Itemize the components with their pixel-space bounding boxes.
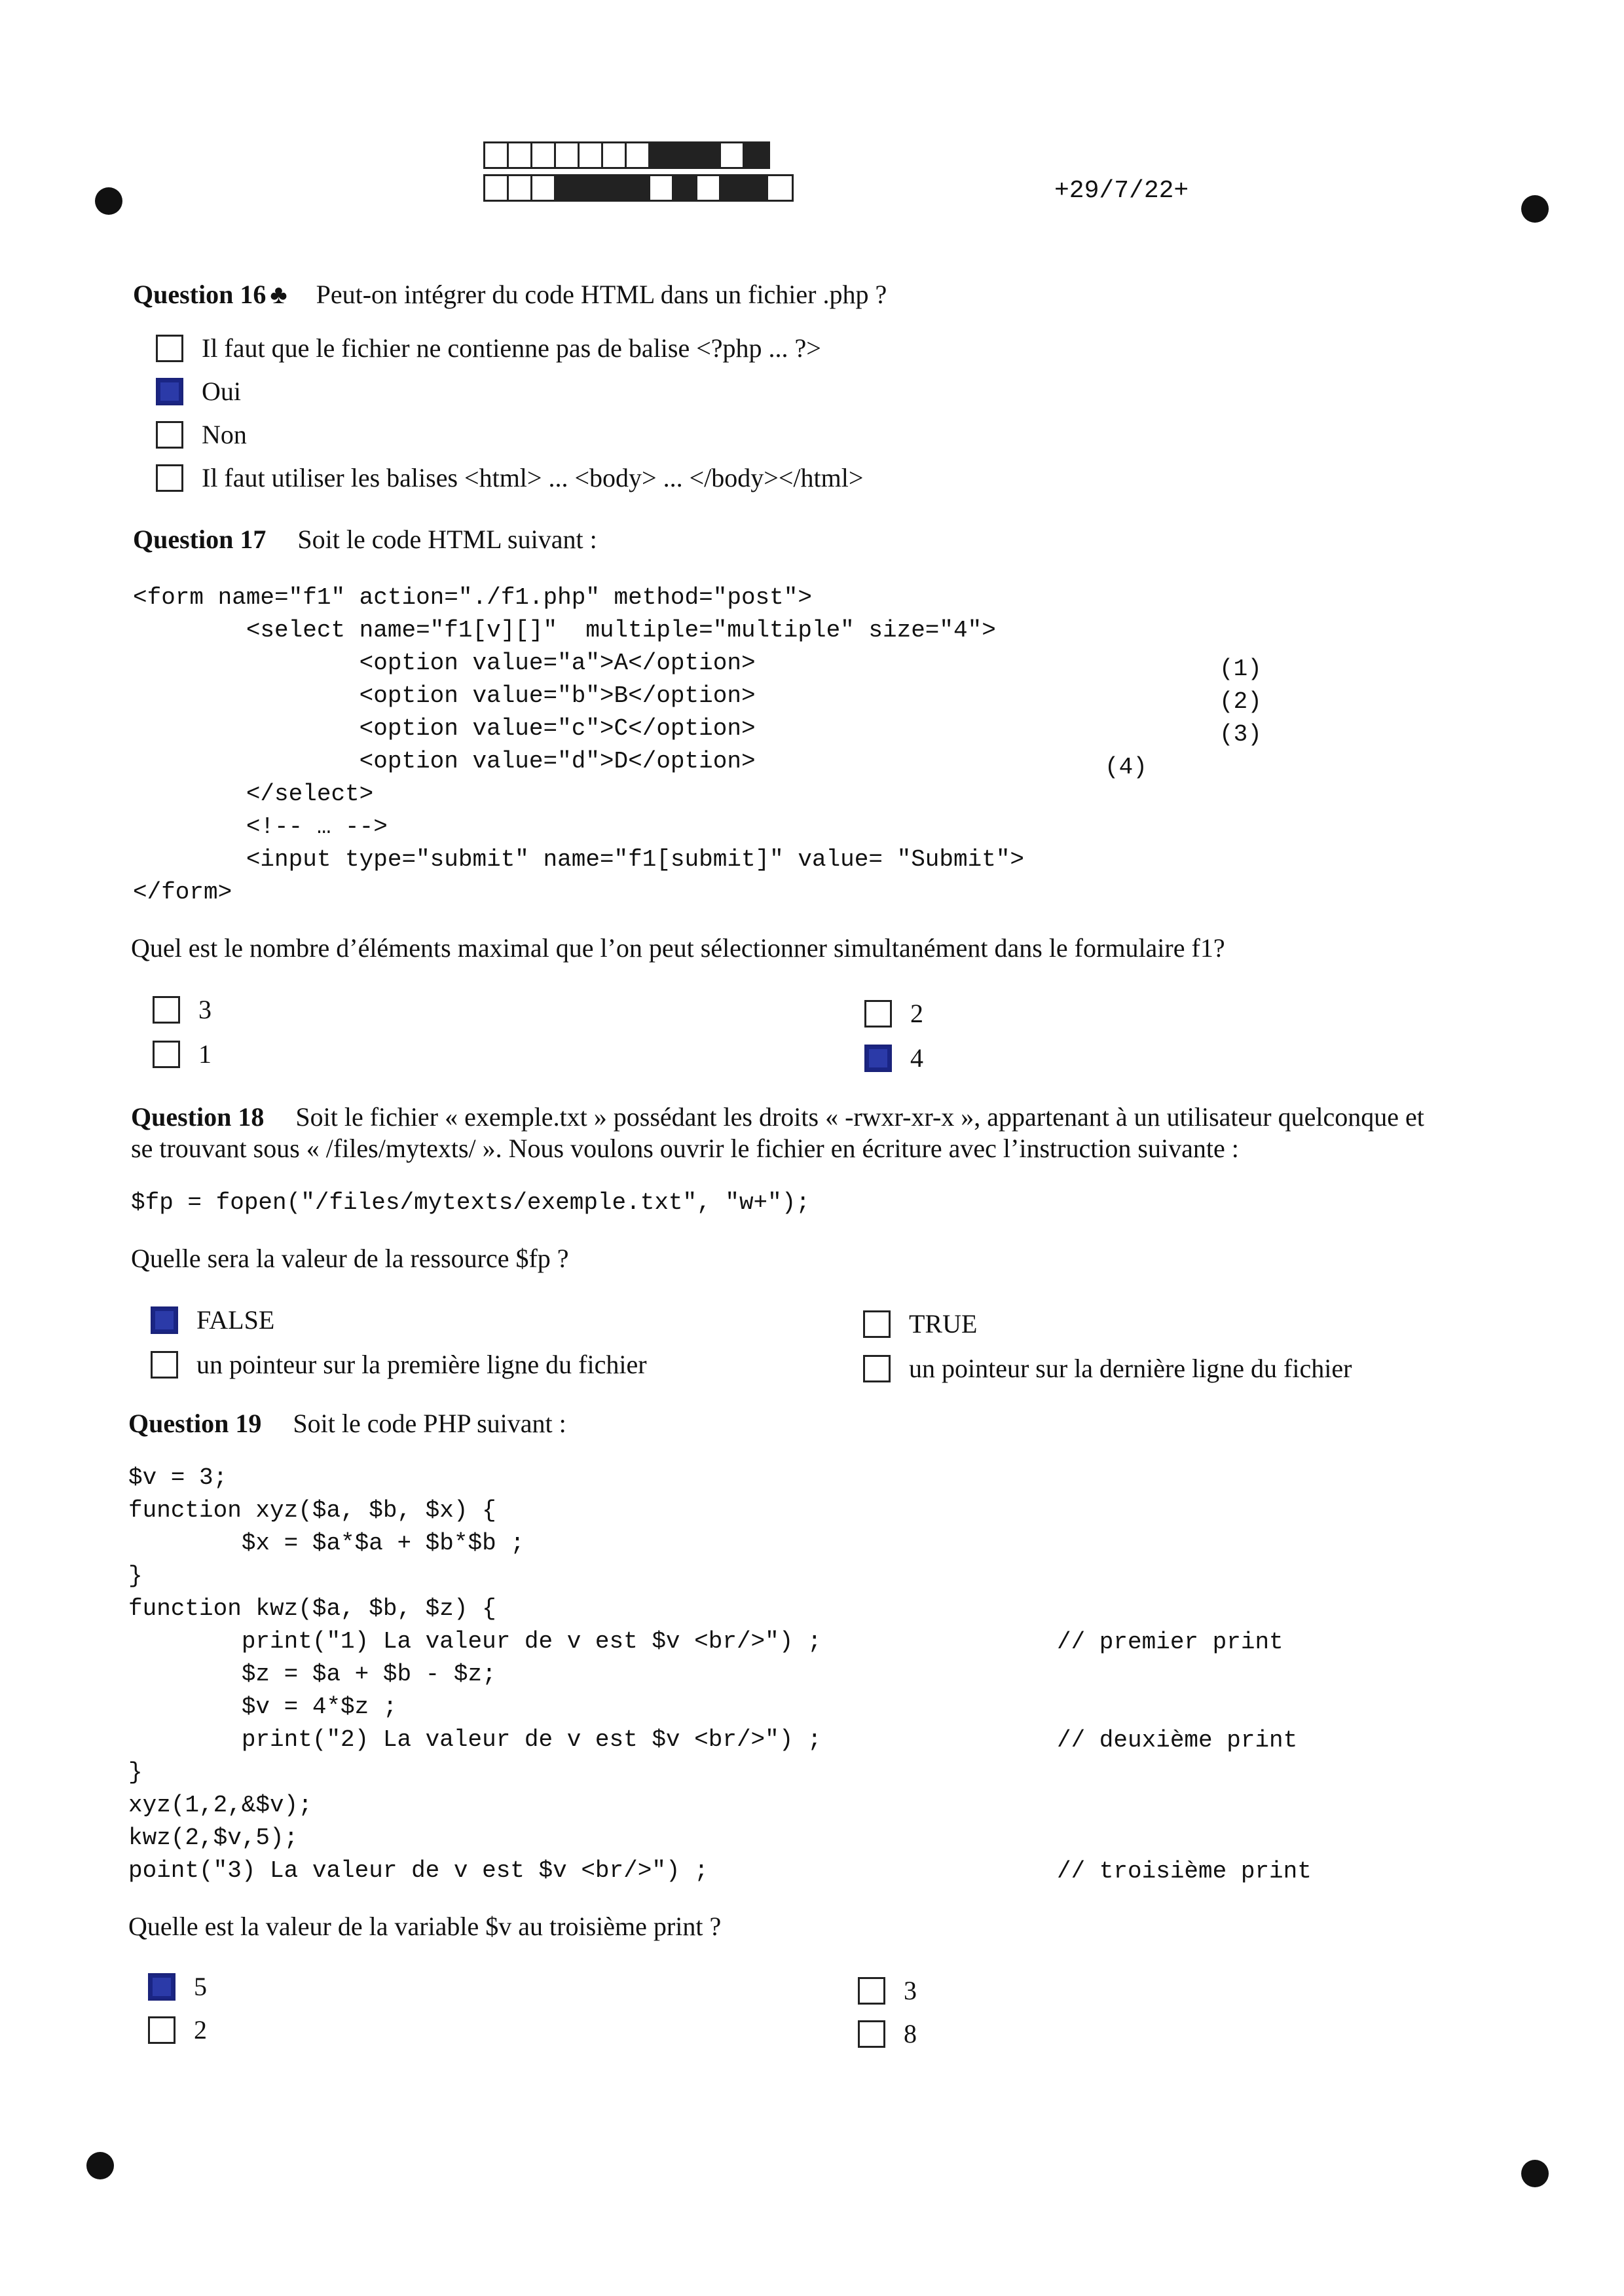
- barcode-cell: [697, 176, 721, 200]
- registration-dot-top-left: [95, 187, 122, 215]
- question-17-text: Quel est le nombre d’éléments maximal que l’on peut sélectionner simultanément dans le formulaire f1?: [131, 933, 1225, 963]
- php-fopen-code: $fp = fopen("/files/mytexts/exemple.txt", "w+");: [131, 1189, 810, 1216]
- barcode-cell: [650, 176, 674, 200]
- barcode-top: [483, 141, 770, 169]
- code-comment: // deuxième print: [1057, 1727, 1298, 1754]
- q19-option-4[interactable]: [858, 2018, 917, 2049]
- option-marker: (3): [1219, 721, 1262, 748]
- question-19-text: Quelle est la valeur de la variable $v au troisième print ?: [128, 1912, 722, 1941]
- q16-option-3[interactable]: [156, 419, 247, 450]
- barcode-cell: [603, 143, 627, 167]
- option-label: 2: [910, 999, 923, 1028]
- question-label: Question 16: [133, 280, 267, 309]
- q16-option-2[interactable]: [156, 376, 241, 407]
- barcode-cell: [556, 176, 580, 200]
- q16-option-4[interactable]: [156, 462, 863, 493]
- question-prompt-line-1: Soit le fichier « exemple.txt » possédant les droits « -rwxr-xr-x », appartenant à un utilisateur quelconque et: [295, 1102, 1424, 1132]
- code-comment: // premier print: [1057, 1629, 1283, 1656]
- barcode-cell: [556, 143, 580, 167]
- option-label: un pointeur sur la première ligne du fichier: [196, 1350, 647, 1379]
- option-label: Il faut utiliser les balises <html> ... <body> ... </body></html>: [202, 463, 864, 492]
- checkbox[interactable]: [863, 1310, 891, 1338]
- q18-option-2[interactable]: [151, 1349, 647, 1380]
- option-label: 4: [910, 1043, 923, 1073]
- html-code-block: <form name="f1" action="./f1.php" method="post"> <select name="f1[v][]" multiple="multiple" size="4"> <option value="a">A</option> <option value="b">B</option> <option value="c">C</option> <option value="d">D</option> </select> <!-- … --> <input type="submit" name="f1[submit]" value= "Submit"> </form>: [133, 584, 1025, 906]
- barcode-cell: [650, 143, 674, 167]
- checkbox[interactable]: [864, 1045, 892, 1072]
- question-prompt: Soit le code HTML suivant :: [297, 525, 597, 554]
- question-label: Question 18: [131, 1102, 265, 1132]
- php-code-block: $v = 3; function xyz($a, $b, $x) { $x = $a*$a + $b*$b ; } function kwz($a, $b, $z) { print("1) La valeur de v est $v <br/>") ; $z = $a + $b - $z; $v = 4*$z ; print("2) La valeur de v est $v <br/>") ; } xyz(1,2,&$v); kwz(2,$v,5); point("3) La valeur de v est $v <br/>") ;: [128, 1464, 822, 1884]
- option-label: un pointeur sur la dernière ligne du fichier: [909, 1354, 1352, 1383]
- barcode-cell: [580, 143, 603, 167]
- checkbox[interactable]: [858, 1977, 885, 2005]
- club-icon: ♣: [270, 280, 287, 309]
- barcode-cell: [674, 143, 697, 167]
- registration-dot-bottom-right: [1521, 2160, 1549, 2187]
- checkbox[interactable]: [148, 1973, 175, 2001]
- q19-option-1[interactable]: [148, 1971, 207, 2002]
- option-label: 2: [194, 2015, 207, 2045]
- registration-dot-top-right: [1521, 195, 1549, 223]
- question-18-header: [131, 1102, 1424, 1132]
- question-prompt: Soit le code PHP suivant :: [293, 1409, 566, 1438]
- question-label: Question 19: [128, 1409, 262, 1438]
- barcode-cell: [580, 176, 603, 200]
- option-label: 3: [904, 1976, 917, 2005]
- checkbox[interactable]: [156, 335, 183, 362]
- code-comment: // troisième print: [1057, 1858, 1312, 1885]
- q17-option-2[interactable]: [153, 1039, 212, 1069]
- question-prompt: Peut-on intégrer du code HTML dans un fichier .php ?: [316, 280, 887, 309]
- option-label: 3: [198, 995, 212, 1024]
- barcode-cell: [485, 143, 509, 167]
- option-label: 1: [198, 1039, 212, 1069]
- question-17-header: [133, 524, 597, 555]
- barcode-cell: [721, 143, 745, 167]
- question-18-text: Quelle sera la valeur de la ressource $fp ?: [131, 1244, 569, 1273]
- barcode-cell: [768, 176, 792, 200]
- q19-option-2[interactable]: [148, 2014, 207, 2045]
- question-19-header: [128, 1408, 566, 1439]
- barcode-cell: [745, 176, 768, 200]
- q19-option-3[interactable]: [858, 1975, 917, 2006]
- checkbox[interactable]: [858, 2020, 885, 2048]
- q17-option-1[interactable]: [153, 994, 212, 1025]
- barcode-cell: [721, 176, 745, 200]
- checkbox[interactable]: [156, 421, 183, 449]
- q18-option-4[interactable]: [863, 1353, 1352, 1384]
- q16-option-1[interactable]: [156, 333, 821, 363]
- checkbox[interactable]: [153, 1041, 180, 1068]
- option-label: 8: [904, 2019, 917, 2048]
- checkbox[interactable]: [148, 2016, 175, 2044]
- q17-option-3[interactable]: [864, 998, 923, 1029]
- option-label: Non: [202, 420, 247, 449]
- barcode-cell: [627, 143, 650, 167]
- barcode-cell: [532, 143, 556, 167]
- barcode-cell: [697, 143, 721, 167]
- barcode-cell: [627, 176, 650, 200]
- question-16-header: [133, 279, 887, 310]
- checkbox[interactable]: [863, 1355, 891, 1382]
- option-marker: (2): [1219, 688, 1262, 715]
- registration-dot-bottom-left: [86, 2152, 114, 2179]
- checkbox[interactable]: [156, 464, 183, 492]
- barcode-bottom: [483, 174, 794, 202]
- q18-option-3[interactable]: [863, 1308, 977, 1339]
- option-label: FALSE: [196, 1305, 275, 1335]
- option-label: TRUE: [909, 1309, 978, 1339]
- q17-option-4[interactable]: [864, 1043, 923, 1073]
- checkbox[interactable]: [153, 996, 180, 1024]
- option-marker: (4): [1105, 754, 1147, 781]
- barcode-cell: [509, 176, 532, 200]
- option-label: 5: [194, 1972, 207, 2001]
- option-marker: (1): [1219, 656, 1262, 682]
- option-label: Il faut que le fichier ne contienne pas de balise <?php ... ?>: [202, 333, 821, 363]
- option-label: Oui: [202, 377, 241, 406]
- barcode-cell: [532, 176, 556, 200]
- question-label: Question 17: [133, 525, 267, 554]
- checkbox[interactable]: [864, 1000, 892, 1028]
- barcode-cell: [485, 176, 509, 200]
- page-id: +29/7/22+: [1054, 177, 1189, 205]
- question-18-prompt-line-2: se trouvant sous « /files/mytexts/ ». Nous voulons ouvrir le fichier en écriture avec l’instruction suivante :: [131, 1134, 1239, 1163]
- barcode-cell: [674, 176, 697, 200]
- barcode-cell: [603, 176, 627, 200]
- checkbox[interactable]: [156, 378, 183, 405]
- barcode-cell: [745, 143, 768, 167]
- q18-option-1[interactable]: [151, 1305, 274, 1335]
- checkbox[interactable]: [151, 1306, 178, 1334]
- barcode-cell: [509, 143, 532, 167]
- checkbox[interactable]: [151, 1351, 178, 1379]
